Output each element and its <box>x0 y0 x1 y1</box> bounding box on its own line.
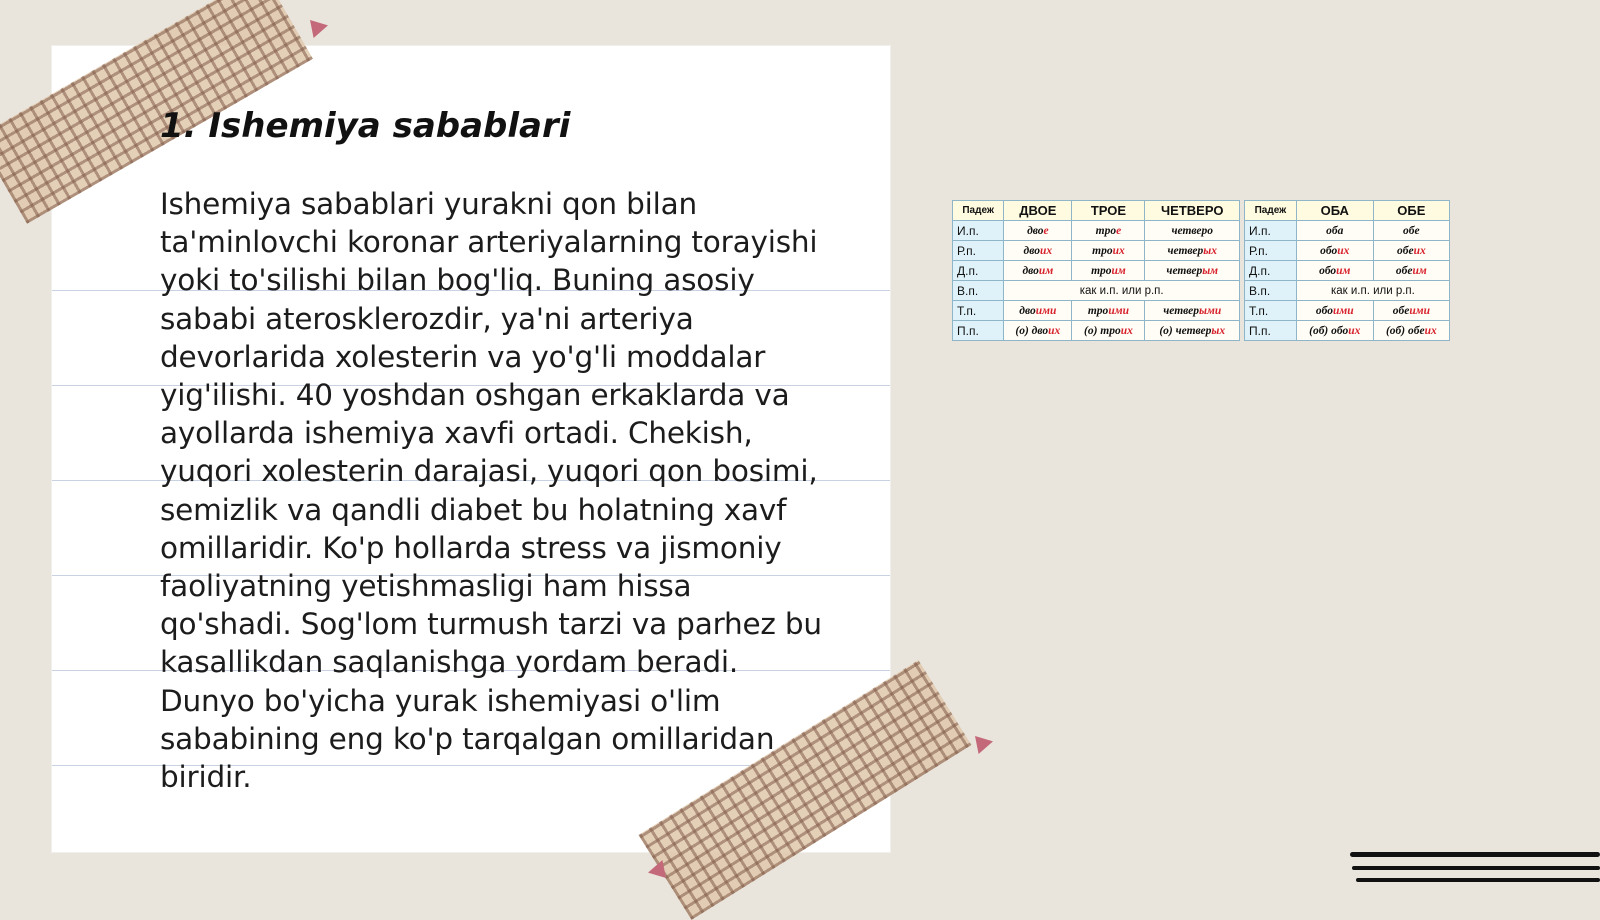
table-header-cell: ДВОЕ <box>1004 201 1072 221</box>
decorative-stroke <box>1350 852 1600 857</box>
case-label: П.п. <box>953 321 1004 341</box>
word-stem: тро <box>1095 224 1117 237</box>
word-ending: им <box>1336 264 1351 277</box>
word-stem: дво <box>1019 304 1036 317</box>
word-ending: ими <box>1035 304 1057 317</box>
body-text-line: qo'shadi. Sog'lom turmush tarzi va parhez bu <box>160 607 822 642</box>
body-text-line: sababining eng ko'p tarqalgan omillaridan <box>160 721 775 756</box>
body-text-line: biridir. <box>160 760 252 795</box>
word-stem: дво <box>1027 224 1044 237</box>
word-ending: ими <box>1409 304 1430 317</box>
table-row <box>953 321 1240 341</box>
table-row <box>1245 261 1450 281</box>
word-form-cell <box>1373 221 1449 241</box>
word-ending: ыми <box>1199 304 1222 317</box>
word-ending: ими <box>1108 304 1129 317</box>
word-ending: их <box>1120 324 1133 337</box>
case-label: В.п. <box>953 281 1004 301</box>
word-stem: дво <box>1023 244 1040 257</box>
case-label: И.п. <box>953 221 1004 241</box>
word-ending: ым <box>1202 264 1219 277</box>
word-ending: ими <box>1332 304 1354 317</box>
word-stem: четвер <box>1163 304 1199 317</box>
body-text-line: yig'ilishi. 40 yoshdan oshgan erkaklarda va <box>160 378 790 413</box>
case-label: Р.п. <box>953 241 1004 261</box>
word-stem: обе <box>1396 244 1414 257</box>
tape-end-accent <box>310 20 328 38</box>
word-stem: (о) тро <box>1083 324 1121 337</box>
word-form-cell <box>1296 221 1373 241</box>
word-form-cell <box>1072 261 1145 281</box>
word-ending: их <box>1337 244 1350 257</box>
word-form-cell <box>1004 321 1072 341</box>
word-form-cell <box>1004 261 1072 281</box>
word-form-cell <box>1145 241 1240 261</box>
word-form-cell <box>1296 301 1373 321</box>
word-stem: обе <box>1392 304 1410 317</box>
word-form-cell <box>1296 321 1373 341</box>
table-row <box>1245 321 1450 341</box>
case-label: В.п. <box>1245 281 1297 301</box>
word-stem: тро <box>1092 244 1113 257</box>
word-ending: их <box>1048 324 1061 337</box>
word-stem: четвер <box>1167 244 1204 257</box>
table-span-cell: как и.п. или р.п. <box>1004 281 1240 301</box>
table-row <box>953 221 1240 241</box>
word-stem: (об) обе <box>1385 324 1425 337</box>
body-text-line: ayollarda ishemiya xavfi ortadi. Chekish, <box>160 416 753 451</box>
word-form-cell <box>1072 321 1145 341</box>
word-form-cell <box>1004 221 1072 241</box>
body-text-line: ta'minlovchi koronar arteriyalarning torayishi <box>160 225 818 260</box>
word-form-cell <box>1004 241 1072 261</box>
word-stem: обо <box>1319 264 1337 277</box>
word-ending: их <box>1424 324 1437 337</box>
word-stem: (о) четвер <box>1159 324 1212 337</box>
decorative-stroke <box>1356 878 1600 882</box>
table-header-cell: Падеж <box>1245 201 1297 221</box>
case-label: И.п. <box>1245 221 1297 241</box>
slide-body-text <box>160 185 850 796</box>
word-stem: обо <box>1315 304 1333 317</box>
word-ending: им <box>1412 264 1427 277</box>
word-ending: е <box>1043 224 1049 237</box>
word-stem: (о) дво <box>1015 324 1049 337</box>
body-text-line: Dunyo bo'yicha yurak ishemiyasi o'lim <box>160 683 721 718</box>
word-form-cell <box>1373 321 1449 341</box>
grammar-table-oba-obe <box>1244 200 1450 341</box>
word-form-cell <box>1296 261 1373 281</box>
word-form-cell <box>1072 301 1145 321</box>
word-stem: тро <box>1087 304 1109 317</box>
body-text-line: yuqori xolesterin darajasi, yuqori qon bosimi, <box>160 454 818 489</box>
word-form-cell <box>1145 301 1240 321</box>
table-row <box>1245 241 1450 261</box>
word-stem: четвер <box>1166 264 1203 277</box>
word-stem: оба <box>1326 224 1344 237</box>
word-stem: обо <box>1320 244 1338 257</box>
table-row <box>953 301 1240 321</box>
word-form-cell <box>1373 301 1449 321</box>
word-stem: дво <box>1022 264 1039 277</box>
body-text-line: yoki to'silishi bilan bog'liq. Buning asosiy <box>160 263 755 298</box>
decorative-stroke <box>1352 866 1600 870</box>
word-ending: их <box>1348 324 1361 337</box>
table-header-cell: ОБА <box>1296 201 1373 221</box>
grammar-table-dvoe-troe-chetvero <box>952 200 1240 341</box>
word-ending: е <box>1116 224 1122 237</box>
table-header-cell: ЧЕТВЕРО <box>1145 201 1240 221</box>
table-row <box>1245 221 1450 241</box>
word-ending: их <box>1039 244 1053 257</box>
case-label: Д.п. <box>1245 261 1297 281</box>
word-ending: ых <box>1203 244 1217 257</box>
case-label: Т.п. <box>1245 301 1297 321</box>
word-form-cell <box>1072 241 1145 261</box>
word-ending: ых <box>1211 324 1226 337</box>
word-stem: обе <box>1403 224 1420 237</box>
word-form-cell <box>1004 301 1072 321</box>
word-stem: четверо <box>1171 224 1214 237</box>
table-row <box>953 261 1240 281</box>
table-header-cell: ОБЕ <box>1373 201 1449 221</box>
tape-end-accent <box>975 736 993 754</box>
case-label: Р.п. <box>1245 241 1297 261</box>
word-stem: (об) обо <box>1309 324 1349 337</box>
word-ending: им <box>1111 264 1126 277</box>
word-stem: обе <box>1395 264 1413 277</box>
body-text-line: Ishemiya sabablari yurakni qon bilan <box>160 187 697 221</box>
table-row <box>953 281 1240 301</box>
body-text-line: sababi aterosklerozdir, ya'ni arteriya <box>160 301 694 336</box>
word-stem: тро <box>1091 264 1112 277</box>
word-form-cell <box>1072 221 1145 241</box>
table-span-cell: как и.п. или р.п. <box>1296 281 1449 301</box>
word-form-cell <box>1145 261 1240 281</box>
body-text-line: semizlik va qandli diabet bu holatning xavf <box>160 492 787 527</box>
table-row <box>1245 301 1450 321</box>
body-text-line: faoliyatning yetishmasligi ham hissa <box>160 569 692 604</box>
case-label: П.п. <box>1245 321 1297 341</box>
table-row <box>953 241 1240 261</box>
table-row <box>1245 281 1450 301</box>
word-ending: им <box>1038 264 1054 277</box>
table-header-cell: Падеж <box>953 201 1004 221</box>
table-header-cell: ТРОЕ <box>1072 201 1145 221</box>
word-form-cell <box>1145 321 1240 341</box>
case-label: Т.п. <box>953 301 1004 321</box>
word-ending: их <box>1413 244 1426 257</box>
slide-title: 1. Ishemiya sabablari <box>160 106 571 146</box>
body-text-line: kasallikdan saqlanishga yordam beradi. <box>160 645 739 680</box>
case-label: Д.п. <box>953 261 1004 281</box>
word-form-cell <box>1373 261 1449 281</box>
word-form-cell <box>1373 241 1449 261</box>
body-text-line: omillaridir. Ko'p hollarda stress va jismoniy <box>160 530 782 565</box>
word-form-cell <box>1145 221 1240 241</box>
body-text-line: devorlarida xolesterin va yo'g'li moddalar <box>160 339 766 374</box>
word-form-cell <box>1296 241 1373 261</box>
word-ending: их <box>1112 244 1125 257</box>
